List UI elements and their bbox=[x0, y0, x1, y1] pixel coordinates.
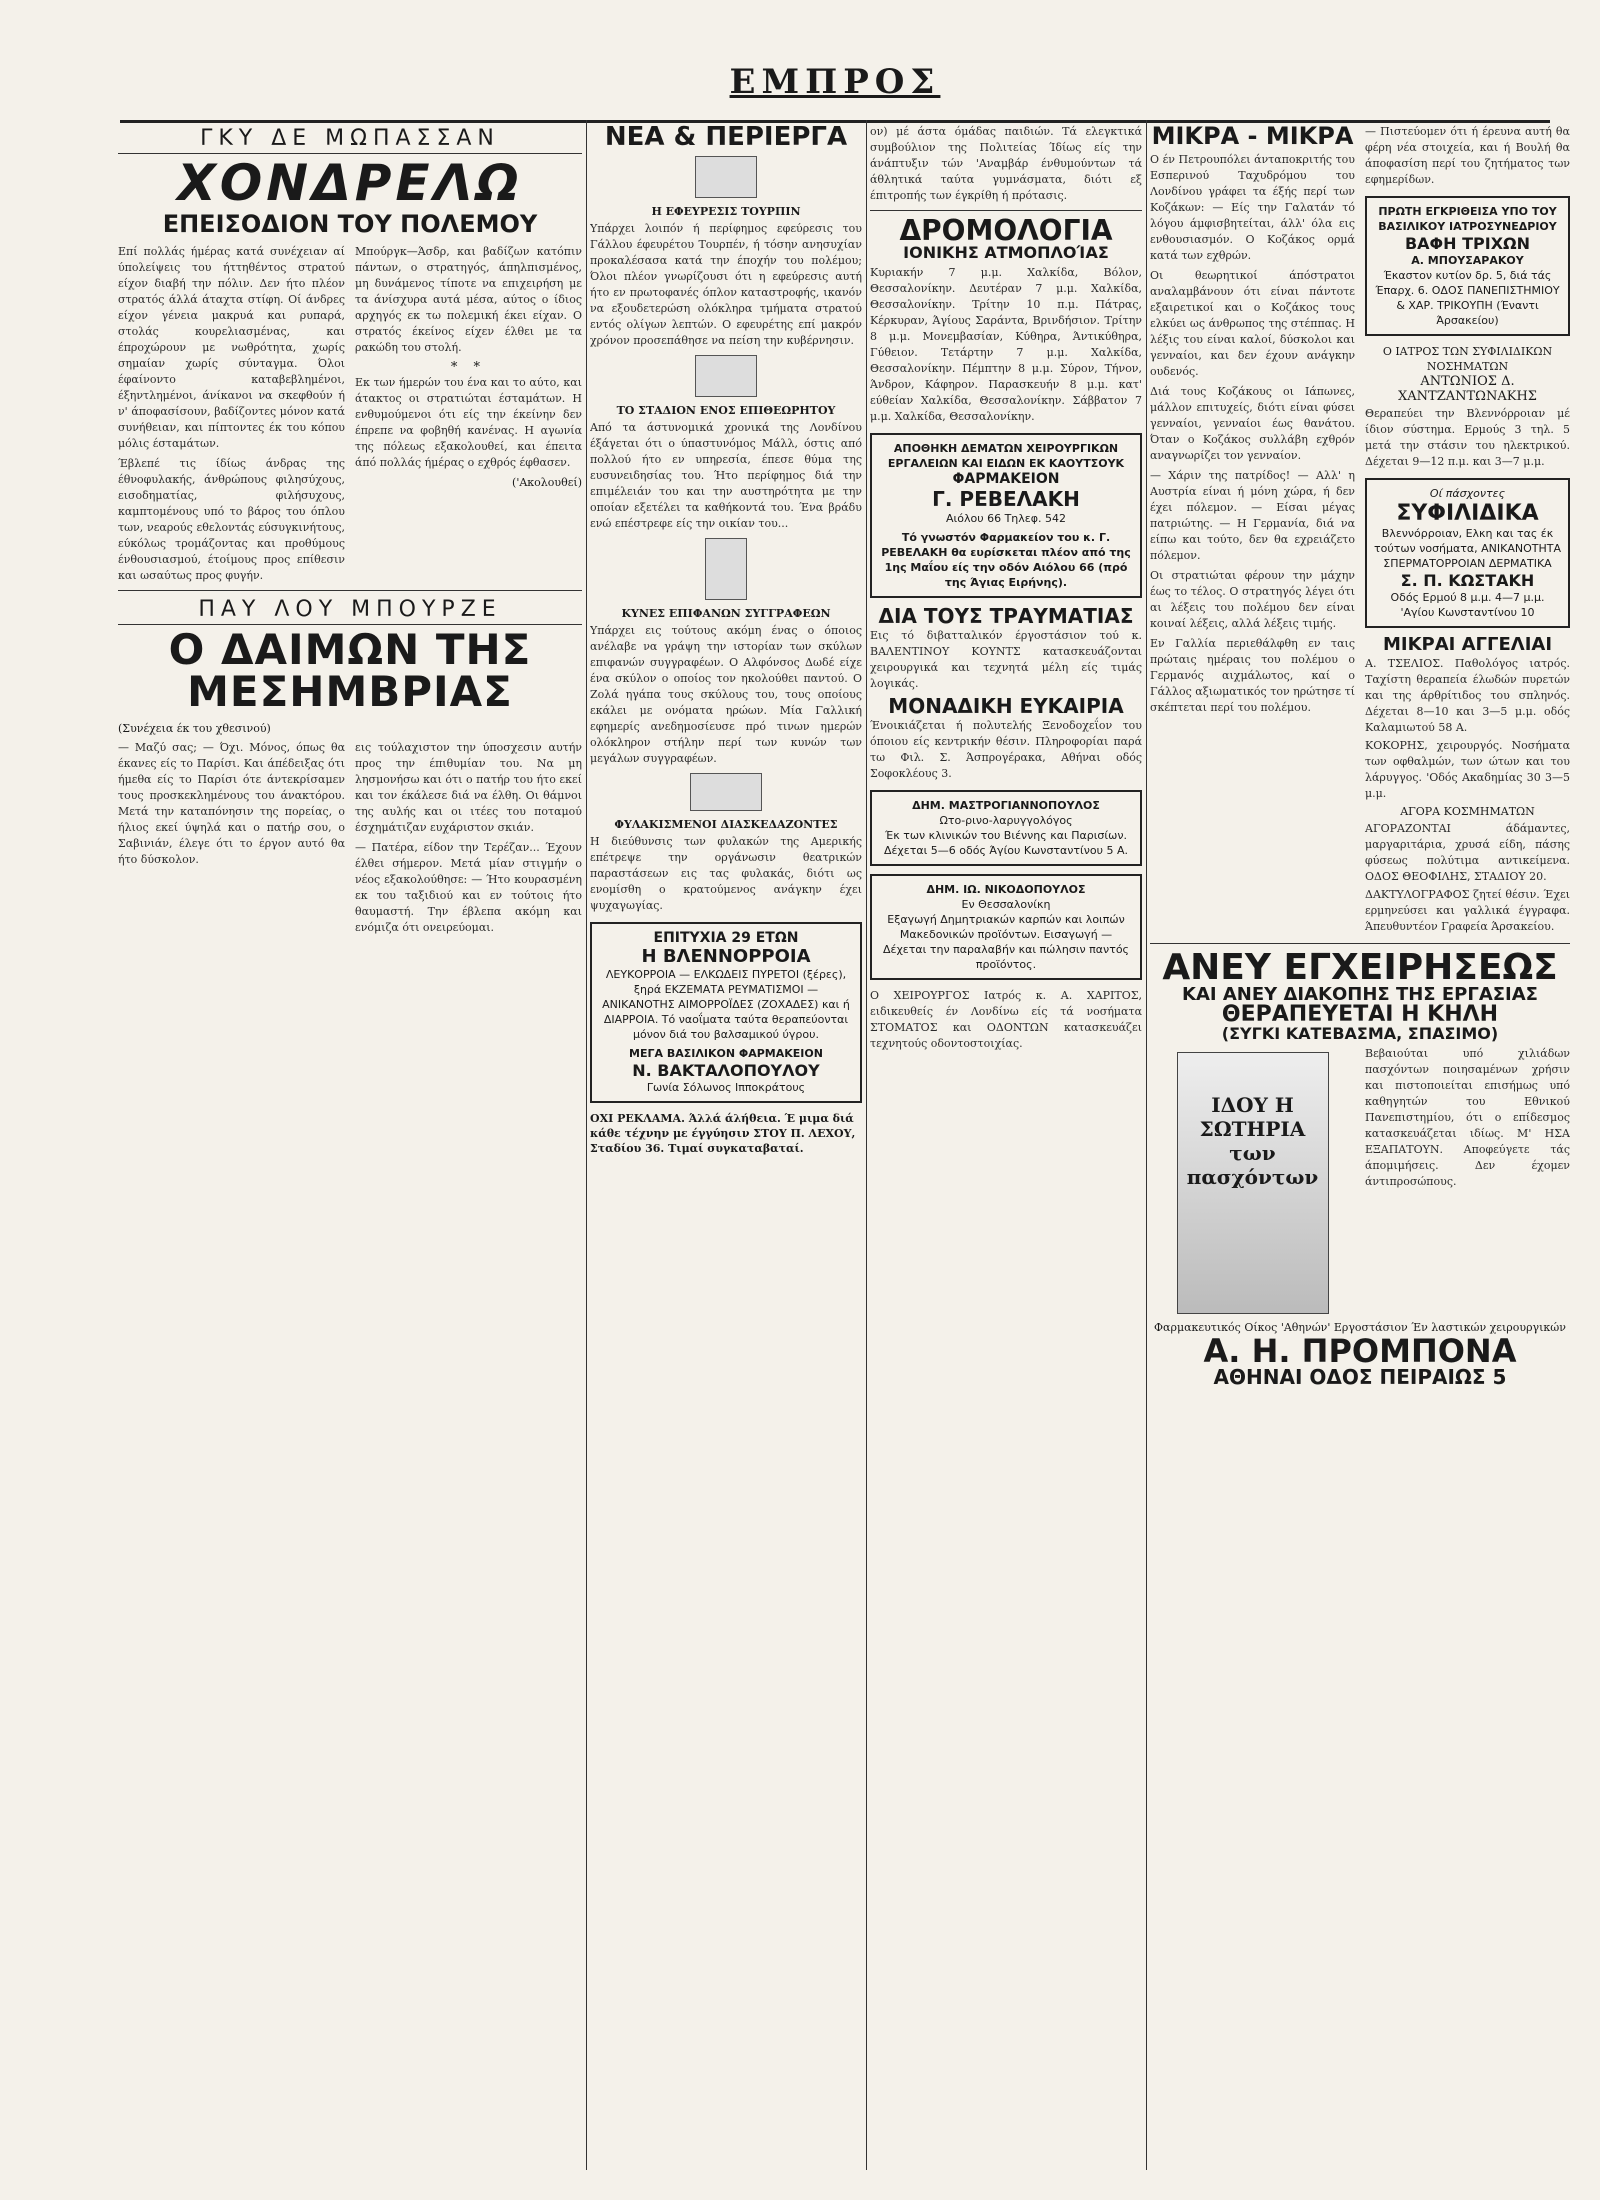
classified-item: Α. ΤΣΕΛΙΟΣ. Παθολόγος ιατρός. Ταχίστη θεραπεία έλωδών πυρετών και της άρθρίτιδος του σπληνός. Δέχεται 8—10 και 3—5 μ.μ. οδός Καλαμιωτού 58 Α. bbox=[1365, 657, 1570, 734]
item-text: Οι θεωρητικοί άπόστρατοι αναλαμβάνουν ότι είναι πάντοτε εξαιρετικοί και ο Κοζάκος τους ελκύει ως άνθρωπος της στέππας. Η λέξις του είναι καλοί, δύσκολοι και γενναίοι, και δεν έχουν ανάγκην ουδενός. bbox=[1150, 269, 1355, 378]
merchant-info: Εξαγωγή Δημητριακών καρπών και λοιπών Μακεδονικών προϊόντων. Εισαγωγή — Δέχεται την παραλαβήν και πώλησιν παντός προϊόντος. bbox=[882, 913, 1130, 971]
ad-name: Σ. Π. ΚΩΣΤΑΚΗ bbox=[1400, 571, 1535, 590]
classified-title: ΑΓΟΡΑ ΚΟΣΜΗΜΑΤΩΝ bbox=[1400, 805, 1535, 818]
item-text: Εν Γαλλία περιεθάλφθη εν ταις πρώταις ημέραις του πολέμου ο Γερμανός αιχμάλωτος, καί ο Γάλλος αξιωματικός τον ηρώτησε τί σκέπτεται περί του πολέμου. bbox=[1150, 637, 1355, 714]
notice-title: ΔΙΑ ΤΟΥΣ ΤΡΑΥΜΑΤΙΑΣ bbox=[878, 604, 1134, 628]
rooster-illustration bbox=[695, 355, 757, 397]
story-paragraph: Επί πολλάς ήμέρας κατά συνέχειαν αί ύπολείψεις του ήττηθέντος στρατού είχον διαβή την πόλιν. Δεν ήτο πλέον στρατός άλλά άταχτα στίφη. Οί άνδρες είχον γένεια μακρυά και ρυπαρά, στολάς κουρελιασμένας, και έπροχώρουν με νωθρότητα, χωρίς σημαίαν χωρίς σύνταγμα. Όλοι έφαίνοντο καταβεβλημένοι, έξηντλημένοι, άνίκανοι να σκεφθούν ή ν' άποφασίσουν, βαδίζοντες μόνον κατά συνήθειαν, και πίπτοντες έκ του κόπου μόλις έσταμάτων. bbox=[118, 245, 345, 450]
hernia-ad-illustration bbox=[1177, 1052, 1329, 1314]
ad-headline: ΦΑΡΜΑΚΕΙΟΝ bbox=[952, 471, 1060, 487]
hernia-ad-text: Βεβαιούται υπό χιλιάδων πασχόντων ποιησαμένων χρήσιν και πιστοποιείται επισήμως υπό καθηγητών του Εθνικού Πανεπιστημίου, ότι ο επίδεσμος κατασκευάζεται ιδίως. Μ' ΗΣΑ ΕΞΑΠΑΤΟΥΝ. Αποφεύγετε τάς άπομιμήσεις. Δεν έχομεν άντιπροσώπους. bbox=[1365, 1047, 1570, 1188]
continued-note: ('Ακολουθεί) bbox=[512, 476, 582, 489]
newspaper-title: ΕΜΠΡΟΣ bbox=[729, 62, 941, 102]
classifieds-title: ΜΙΚΡΑΙ ΑΓΓΕΛΙΑΙ bbox=[1382, 634, 1553, 655]
hernia-ad-footer: Φαρμακευτικός Οίκος 'Αθηνών' Εργοστάσιον Έν λαστικών χειρουργικών bbox=[1154, 1321, 1566, 1334]
bottom-notice: ΟΧΙ ΡΕΚΛΑΜΑ. Άλλά άλήθεια. Έ μιμα διά κάθε τέχνην με έγγύησιν ΣΤΟΥ Π. ΛΕΧΟΥ, Σταδίου 36. Τιμαί συγκαταβαταί. bbox=[590, 1112, 856, 1155]
item-text: Υπάρχει εις τούτους ακόμη ένας ο όποιος ανέλαβε να γράψη την ιστορίαν των σκύλων επιφανών συγγραφέων. Ο Αλφόνσος Δωδέ είχε ένα σκύλον ο οποίος τον ηκολούθει παντού. Ο Ζολά ηγάπα τους σκύλους του, τους οποίους εκάλει με ονόματα ηρώων. Μία Γαλλική εφημερίς ανεδημοσίευσε πρό τινων ημερών ολόκληρον στήλην περί των κυνών των μεγάλων συγγραφέων. bbox=[590, 624, 862, 765]
ad-text: Βλεννόρροιαν, Ελκη και τας έκ τούτων νοσήματα, ΑΝΙΚΑΝΟΤΗΤΑ ΣΠΕΡΜΑΤΟΡΡΟΙΑΝ ΔΕΡΜΑΤΙΚΑ bbox=[1374, 527, 1561, 570]
story-paragraph: — Μαζύ σας; — Όχι. Μόνος, όπως θα έκανες είς το Παρίσι. Και άπέδειξας ότι ήμεθα είς το Παρίσι ότε άντεκρίσαμεν τους προσκεκλημένους του άνακτόρου. Μετά την καταπόνησιν της πορείας, ο ήλιος εκεί ύψηλά και ο πατήρ σου, ο Σαβινιάν, έλεγε ότι το έργον αυτό θα ήτο δύσκολον. bbox=[118, 741, 345, 866]
ad-top: Οί πάσχοντες bbox=[1429, 487, 1506, 500]
ad-title: ΣΥΦΙΛΙΔΙΚΑ bbox=[1396, 501, 1539, 526]
doctor-ad bbox=[870, 790, 1142, 866]
schedule-title: ΔΡΟΜΟΛΟΓΙΑ bbox=[899, 214, 1113, 247]
item-title: ΤΟ ΣΤΑΔΙΟΝ ΕΝΟΣ ΕΠΙΘΕΩΡΗΤΟΥ bbox=[616, 404, 836, 417]
schedule-subtitle: ΙΟΝΙΚΗΣ ΑΤΜΟΠΛΟΊΑΣ bbox=[903, 243, 1109, 262]
item-text: — Χάριν της πατρίδος! — Αλλ' η Αυστρία είναι ή μόνη χώρα, ή δεν έχει πόλεμον. — Είσαι μέγας πατριώτης. — Η Γερμανία, διά να είπω και τούτο, δεν θα εχρειάζετο πόλεμον. bbox=[1150, 469, 1355, 562]
item-text: Διά τους Κοζάκους οι Ιάπωνες, μάλλον επιτυχείς, διότι είναι φύσει γενναίοι, γενναίοι έως θανάτου. Όταν ο Κοζάκος συλλάβη εχθρόν αναγνωρίζει τον γενναίον. bbox=[1150, 385, 1355, 462]
masthead bbox=[120, 58, 1550, 123]
syphilis-ad bbox=[1365, 478, 1570, 628]
item-text: Ο έν Πετρουπόλει άνταποκριτής του Εσπερινού Ταχυδρόμου του Λονδίνου γράφει τα έξής περί των Κοζάκων: — Είς την Γαλατάν τό λόγου άμφισβητείται, άλλ' όλα εις ενθουσιασμόν. Ο Κοζάκος ορμά κατά των εχθρών. bbox=[1150, 153, 1355, 262]
hernia-ad-subtitle: ΘΕΡΑΠΕΥΕΤΑΙ Η ΚΗΛΗ bbox=[1221, 1002, 1499, 1027]
ad-top: ΠΡΩΤΗ ΕΓΚΡΙΘΕΙΣΑ ΥΠΟ ΤΟΥ ΒΑΣΙΛΙΚΟΥ ΙΑΤΡΟΣΥΝΕΔΡΙΟΥ bbox=[1378, 205, 1557, 233]
item-text: Από τα άστυνομικά χρονικά της Λονδίνου έξάγεται ότι ο ύπαστυνόμος Μάλλ, όστις από πολλού ήτο εν υπηρεσία, έπεσε θύμα της ευσυνειδησίας του. Ήτο περίφημος διά την επιμέλειάν του και την αυστηρότητα με την οποίαν εξετέλει τα καθήκοντά του. Ένα βράδυ ενώ επέστρεφε είς την οικίαν του... bbox=[590, 421, 862, 530]
ad-headline: Η ΒΛΕΝΝΟΡΡΟΙΑ bbox=[641, 946, 811, 967]
merchant-location: Εν Θεσσαλονίκη bbox=[961, 898, 1051, 911]
column-4 bbox=[1150, 120, 1570, 2170]
ad-title: ΒΑΦΗ ΤΡΙΧΩΝ bbox=[1404, 234, 1531, 253]
item-title: ΚΥΝΕΣ ΕΠΙΦΑΝΩΝ ΣΥΓΓΡΑΦΕΩΝ bbox=[621, 607, 831, 620]
ad-headline: ΕΠΙΤΥΧΙΑ 29 ΕΤΩΝ bbox=[653, 930, 799, 946]
ad-text: Έκαστον κυτίον δρ. 5, διά τάς Έπαρχ. 6. ΟΔΟΣ ΠΑΝΕΠΙΣΤΗΜΙΟΥ & ΧΑΡ. ΤΡΙΚΟΥΠΗ (Έναντι Άρσακείου) bbox=[1375, 269, 1560, 327]
item-text: — Πιστεύομεν ότι ή έρευνα αυτή θα φέρη νέα στοιχεία, και ή Βουλή θα άποφασίση περί του ζητήματος των εφημερίδων. bbox=[1365, 125, 1570, 186]
hernia-ad-address: ΑΘΗΝΑΙ ΟΔΟΣ ΠΕΙΡΑΙΩΣ 5 bbox=[1213, 1365, 1507, 1389]
schedule-text: Κυριακήν 7 μ.μ. Χαλκίδα, Βόλον, Θεσσαλονίκην. Δευτέραν 7 μ.μ. Χαλκίδα, Θεσσαλονίκην. Τρίτην 10 π.μ. Πάτρας, Κέρκυραν, Άγίους Σαράντα, Βρινδήσιον. Τρίτην 8 μ.μ. Μονεμβασίαν, Κύθηρα, Άντικύθηρα, Γύθειον. Τετάρτην 7 μ.μ. Χαλκίδα, Θεσσαλονίκην. Πέμπτην 8 μ.μ. Σύρον, Τήνον, Άνδρον, Κάφηρον. Παρασκευήν 8 μ.μ. κατ' εύθείαν Χαλκίδα, Θεσσαλονίκην. Σάββατον 7 μ.μ. Χαλκίδα, Θεσσαλονίκην. bbox=[870, 266, 1142, 423]
story-paragraph: Εκ των ήμερών του ένα και το αύτο, και άτακτος οι στρατιώται έσταμάτων. Η ενθυμούμενοι ότι είς την έκείνην δεν έπρεπε να φοβηθή κανένας. Η αγωνία της πόλεως εξακολουθεί, και έπειτα άπό πολλάς ήμέρας ο εχθρός έφθασεν. bbox=[355, 376, 582, 469]
hernia-ad-subtitle: (ΣΥΓΚΙ ΚΑΤΕΒΑΣΜΑ, ΣΠΑΣΙΜΟ) bbox=[1221, 1024, 1499, 1043]
story-author: ΓΚΥ ΔΕ ΜΩΠΑΣΣΑΝ bbox=[118, 126, 582, 154]
column-divider bbox=[1146, 120, 1147, 2170]
column-1 bbox=[118, 120, 582, 2170]
surgical-ad bbox=[870, 433, 1142, 598]
notice-text: Ένοικιάζεται ή πολυτελής Ξενοδοχεΐον του όποιου είς κεντρικήν θέσιν. Πληροφορίαι παρά τω Φιλ. Σ. Άσπρογέρακα, Αθήναι οδός Σοφοκλέους 3. bbox=[870, 719, 1142, 780]
section-header: ΝΕΑ & ΠΕΡΙΕΡΓΑ bbox=[604, 122, 848, 152]
item-title: ΦΥΛΑΚΙΣΜΕΝΟΙ ΔΙΑΣΚΕΔΑΖΟΝΤΕΣ bbox=[614, 818, 838, 831]
illustration-caption: ΙΔΟΥ Η ΣΩΤΗΡΙΑ των πασχόντων bbox=[1186, 1093, 1319, 1189]
ad-text: Τό γνωστόν Φαρμακείον του κ. Γ. ΡΕΒΕΛΑΚΗ θα ευρίσκεται πλέον από της 1ης Μαΐου είς την οδόν Αιόλου 66 (πρό της Άγιας Ειρήνης). bbox=[881, 531, 1131, 589]
column-2 bbox=[590, 120, 862, 2170]
hernia-ad-name: Α. Η. ΠΡΟΜΠΟΝΑ bbox=[1203, 1332, 1517, 1370]
classified-item: ΑΓΟΡΑΖΟΝΤΑΙ άδάμαντες, μαργαριτάρια, χρυσά είδη, πάσης φύσεως πολύτιμα αντικείμενα. ΟΔΟΣ ΘΕΟΦΙΛΗΣ, ΣΤΑΔΙΟΥ 20. bbox=[1365, 822, 1570, 883]
item-title: Η ΕΦΕΥΡΕΣΙΣ ΤΟΥΡΠΙΝ bbox=[651, 205, 801, 218]
doctor-name: ΔΗΜ. ΜΑΣΤΡΟΓΙΑΝΝΟΠΟΥΛΟΣ bbox=[912, 799, 1100, 812]
notice-text: Εις τό διβατταλικόν έργοστάσιον τού κ. ΒΑΛΕΝΤΙΝΟΥ ΚΟΥΝΤΣ κατασκευάζονται χειρουργικά και τεχνητά μέλη είς τιμάς λογικάς. bbox=[870, 629, 1142, 690]
continuation-note: (Συνέχεια έκ του χθεσινού) bbox=[118, 722, 271, 735]
bottom-notice: Ο ΧΕΙΡΟΥΡΓΟΣ Ιατρός κ. Α. ΧΑΡΙΤΟΣ, ειδικευθείς έν Λονδίνω είς τά νοσήματα ΣΤΟΜΑΤΟΣ και ΟΔΟΝΤΩΝ κατασκευάζει τεχνητούς οδοντοστοιχίας. bbox=[870, 989, 1142, 1050]
dog-illustration bbox=[690, 773, 762, 811]
merchant-name: ΔΗΜ. ΙΩ. ΝΙΚΟΔΟΠΟΥΛΟΣ bbox=[926, 883, 1086, 896]
item-text: Η διεύθυνσις των φυλακών της Αμερικής επέτρεψε την οργάνωσιν θεατρικών παραστάσεων εις τας φυλακάς, διότι ως ενομίσθη ο κρατούμενος ανάγκην έχει ψυχαγωγίας. bbox=[590, 835, 862, 912]
ad-address: Αιόλου 66 Τηλεφ. 542 bbox=[946, 512, 1066, 525]
story-subtitle: ΕΠΕΙΣΟΔΙΟΝ ΤΟΥ ΠΟΛΕΜΟΥ bbox=[162, 210, 538, 238]
section-header: ΜΙΚΡΑ - ΜΙΚΡΑ bbox=[1151, 122, 1354, 150]
story-title: Ο ΔΑΙΜΩΝ ΤΗΣ ΜΕΣΗΜΒΡΙΑΣ bbox=[168, 625, 532, 716]
separator-stars: * * bbox=[450, 360, 487, 375]
merchant-ad bbox=[870, 874, 1142, 980]
story-paragraph: Μπούργκ—Άσδρ, και βαδίζων κατόπιν πάντων, ο στρατηγός, άπηλπισμένος, μη δυνάμενος τίποτε να επιχειρήση με τα άνίσχυρα αυτά μέσα, αύτος ο ίδιος αρχηγός εκ τω πολεμική έκει είχαν. Ο στρατός έκείνος είχεν έλθει με τα ρακώδη του στολή. bbox=[355, 245, 582, 354]
hernia-ad-subtitle: ΚΑΙ ΑΝΕΥ ΔΙΑΚΟΠΗΣ ΤΗΣ ΕΡΓΑΣΙΑΣ bbox=[1182, 984, 1538, 1005]
ad-name: Γ. ΡΕΒΕΛΑΚΗ bbox=[932, 487, 1080, 511]
item-text: ον) μέ άστα όμάδας παιδιών. Τά ελεγκτικά συμβούλιον της Πολιτείας Ίδίως είς την άνάπτυξιν τών 'Αναμβάρ ένθυμούντων τά άθλητικά ταύτα γυμνάσματα, διότι εξ έπιτροπής των έγκρίθη ή πρότασις. bbox=[870, 125, 1142, 202]
column-divider bbox=[586, 120, 587, 2170]
story-title: ΧΟΝΔΡΕΛΩ bbox=[177, 154, 523, 212]
peacock-illustration bbox=[705, 538, 747, 600]
doctor-name: ΑΝΤΩΝΙΟΣ Δ. ΧΑΝΤΖΑΝΤΩΝΑΚΗΣ bbox=[1398, 374, 1537, 404]
classified-item: ΔΑΚΤΥΛΟΓΡΑΦΟΣ ζητεί θέσιν. Έχει ερμηνεύσει και γαλλικά έγγραφα. Άπευθυντέον Γραφεία Άρσακείου. bbox=[1365, 888, 1570, 933]
column-divider bbox=[866, 120, 867, 2170]
classified-item: ΚΟΚΟΡΗΣ, χειρουργός. Νοσήματα των οφθαλμών, των ώτων και του λάρυγγος. 'Οδός Ακαδημίας 30 3—5 μ.μ. bbox=[1365, 739, 1570, 800]
ad-headline: ΑΠΟΘΗΚΗ ΔΕΜΑΤΩΝ ΧΕΙΡΟΥΡΓΙΚΩΝ ΕΡΓΑΛΕΙΩΝ ΚΑΙ ΕΙΔΩΝ ΕΚ ΚΑΟΥΤΣΟΥΚ bbox=[887, 442, 1125, 470]
doctor-info: Έκ των κλινικών του Βιέννης και Παρισίων. Δέχεται 5—6 οδός Άγίου Κωνσταντίνου 5 Α. bbox=[883, 829, 1129, 857]
story-paragraph: — Πατέρα, είδον την Τερέζαν... Έχουν έλθει σήμερον. Μετά μίαν στιγμήν ο νέος εξακολούθησε: — Ήτο κουρασμένη εκ του ταξιδιού και εν τούτοις ήτο θαυμαστή. Την έβλεπα ακόμη και ενόμιζα ότι ονειρεύομαι. bbox=[355, 841, 582, 934]
ad-name: Ν. ΒΑΚΤΑΛΟΠΟΥΛΟΥ bbox=[632, 1061, 820, 1080]
notice-title: ΜΟΝΑΔΙΚΗ ΕΥΚΑΙΡΙΑ bbox=[888, 694, 1124, 718]
ad-text: ΛΕΥΚΟΡΡΟΙΑ — ΕΛΚΩΔΕΙΣ ΠΥΡΕΤΟΙ (ξέρες), ξηρά ΕΚΖΕΜΑΤΑ ΡΕΥΜΑΤΙΣΜΟΙ — ΑΝΙΚΑΝΟΤΗΣ ΑΙΜΟΡΡΟΪΔΕΣ (ΖΟΧΑΔΕΣ) και ή ΔΙΑΡΡΟΙΑ. Τό ναοΐματα ταύτα θεραπεύονται μόνον διά του βαλσαμικού ύγρου. bbox=[602, 968, 850, 1041]
hair-dye-ad bbox=[1365, 196, 1570, 336]
item-text: Υπάρχει λοιπόν ή περίφημος εφεύρεσις του Γάλλου έφευρέτου Τουρπέν, ή τόσην ανησυχίαν προκαλέσασα κατά την έποχήν του πολέμου; Όλοι πλέον γνωρίζουσι ότι η εφεύρεσις αυτή ήτο εν πρωτοφανές όπλον καταστροφής, ικανόν να εξουδετερώση ολόκληρα τμήματα στρατού εντός ολίγων λεπτών. Ο εφευρέτης επί μακρόν χρόνον προσεπάθησε να πείση την κυβέρνησιν. bbox=[590, 222, 862, 347]
swan-illustration bbox=[695, 156, 757, 198]
story-paragraph: Έβλεπέ τις ίδίως άνδρας της έθνοφυλακής, άνθρώπους φιλησύχους, εισοδηματίας, φιλήσυχους, καμπτομένους υπό το βάρος του όπλου των, νεαρούς εθελοντάς εύσυγκινήτους, εύκόλως τρομάζοντας και προθύμους ένθουσιασμού, έτοίμους προς επίθεσιν και ωσαύτως προς φυγήν. bbox=[118, 457, 345, 582]
ad-name: Α. ΜΠΟΥΣΑΡΑΚΟΥ bbox=[1411, 254, 1524, 267]
hernia-ad-title: ΑΝΕΥ ΕΓΧΕΙΡΗΣΕΩΣ bbox=[1162, 947, 1558, 988]
item-text: Οι στρατιώται φέρουν την μάχην έως το τέλος. Ο στρατηγός λέγει ότι αι λέξεις του πολέμου δεν είναι κοιναί λέξεις, αλλά λέξεις τιμής. bbox=[1150, 569, 1355, 630]
ad-pharmacy: ΜΕΓΑ ΒΑΣΙΛΙΚΟΝ ΦΑΡΜΑΚΕΙΟΝ bbox=[629, 1047, 823, 1060]
ad-address: Οδός Ερμού 8 μ.μ. 4—7 μ.μ. 'Αγίου Κωνσταντίνου 10 bbox=[1390, 591, 1545, 619]
pharmacy-ad bbox=[590, 922, 862, 1103]
doctor-header: Ο ΙΑΤΡΟΣ ΤΩΝ ΣΥΦΙΛΙΔΙΚΩΝ ΝΟΣΗΜΑΤΩΝ bbox=[1382, 345, 1553, 373]
story-author: ΠΑΥ ΛΟΥ ΜΠΟΥΡΖΕ bbox=[118, 597, 582, 625]
column-3 bbox=[870, 120, 1142, 2170]
story-paragraph: εις τούλαχιστον την ύποσχεσιν αυτήν προς την έπιθυμίαν του. Να μη λησμονήσω και ότι ο πατήρ του ήτο εκεί και τον έκάλεσε διά να έλθη. Οι θάμνοι της αυλής και οι ιτέες του ποταμού έσχημάτιζαν ευχάριστον σκιάν. bbox=[355, 741, 582, 834]
ad-address: Γωνία Σόλωνος Ιπποκράτους bbox=[646, 1081, 806, 1094]
doctor-info: Θεραπεύει την Βλεννόρροιαν μέ ίδιον σύστημα. Ερμούς 3 τηλ. 5 μετά την στάσιν του ηλεκτρικού. Δέχεται 9—12 π.μ. και 3—7 μ.μ. bbox=[1365, 407, 1570, 468]
doctor-specialty: Ωτο-ρινο-λαρυγγολόγος bbox=[939, 814, 1073, 827]
